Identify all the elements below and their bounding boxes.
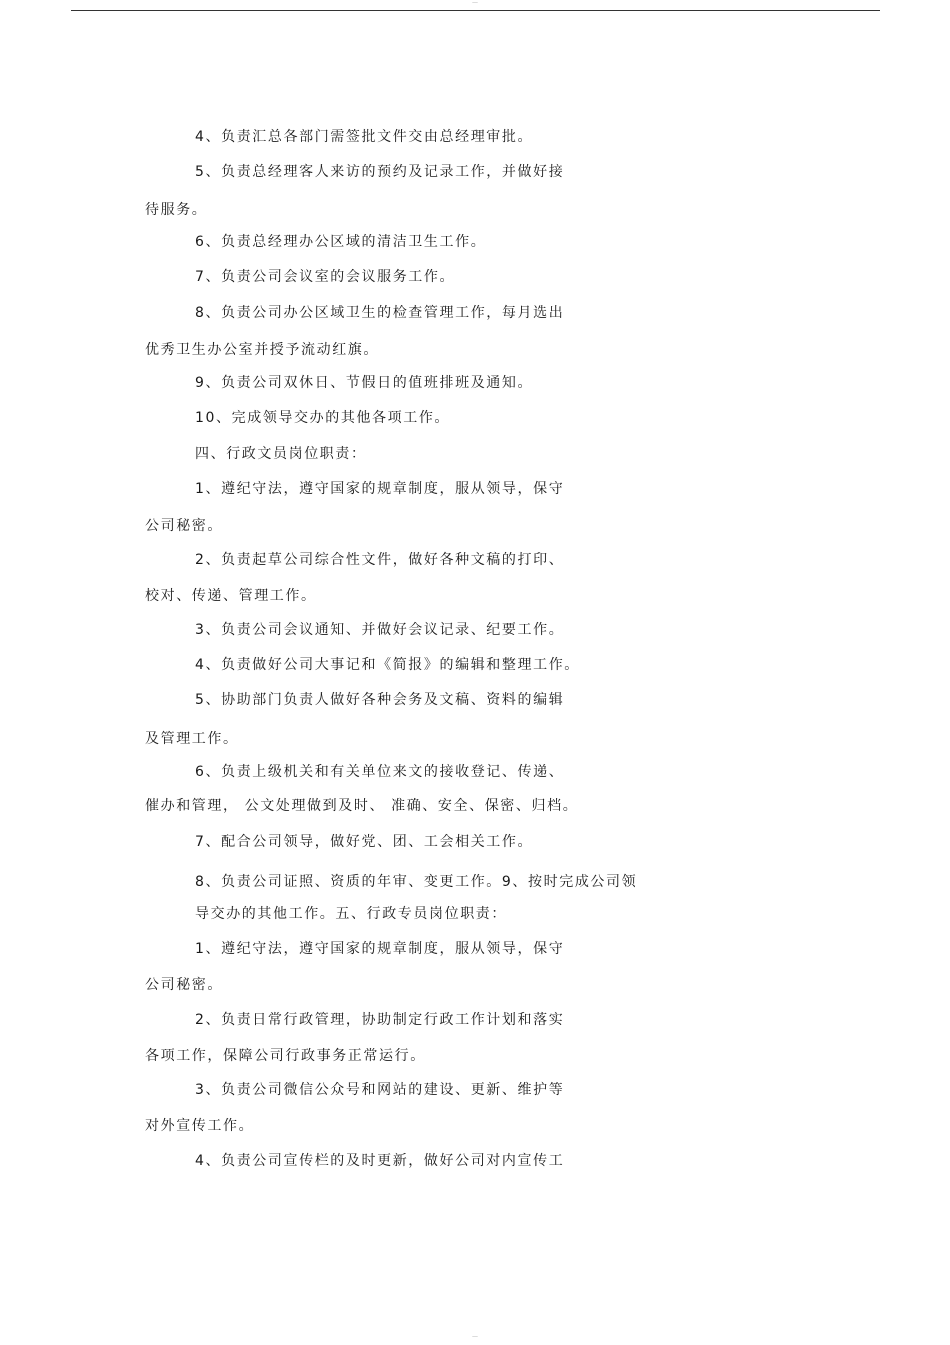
text-line: 校对、传递、管理工作。 (145, 588, 317, 604)
text-line: 5、协助部门负责人做好各种会务及文稿、资料的编辑 (195, 692, 565, 708)
text-line: 9、负责公司双休日、节假日的值班排班及通知。 (195, 375, 534, 391)
text-line: 公司秘密。 (145, 977, 223, 993)
text-line: 待服务。 (145, 202, 208, 218)
text-line: 4、负责公司宣传栏的及时更新，做好公司对内宣传工 (195, 1153, 565, 1169)
section-heading: 导交办的其他工作。五、行政专员岗位职责： (195, 906, 507, 922)
text-line: 1、遵纪守法，遵守国家的规章制度，服从领导，保守 (195, 481, 565, 497)
text-line: 4、负责做好公司大事记和《简报》的编辑和整理工作。 (195, 657, 580, 673)
text-line: 8、负责公司证照、资质的年审、变更工作。9、按时完成公司领 (195, 874, 638, 890)
text-line: 2、负责起草公司综合性文件，做好各种文稿的打印、 (195, 552, 565, 568)
header-mark: — (472, 0, 478, 6)
text-line: 10、完成领导交办的其他各项工作。 (195, 410, 451, 426)
text-line: 2、负责日常行政管理，协助制定行政工作计划和落实 (195, 1012, 565, 1028)
text-line: 8、负责公司办公区域卫生的检查管理工作，每月选出 (195, 305, 565, 321)
text-line: 4、负责汇总各部门需签批文件交由总经理审批。 (195, 129, 534, 145)
text-line: 优秀卫生办公室并授予流动红旗。 (145, 342, 379, 358)
section-heading: 四、行政文员岗位职责： (195, 446, 367, 462)
text-line: 对外宣传工作。 (145, 1118, 255, 1134)
footer-mark: — (472, 1333, 478, 1340)
header-rule (71, 10, 880, 11)
text-line: 3、负责公司微信公众号和网站的建设、更新、维护等 (195, 1082, 565, 1098)
text-line: 3、负责公司会议通知、并做好会议记录、纪要工作。 (195, 622, 565, 638)
text-line: 及管理工作。 (145, 731, 239, 747)
text-line: 公司秘密。 (145, 518, 223, 534)
text-line: 7、配合公司领导，做好党、团、工会相关工作。 (195, 834, 534, 850)
text-line: 7、负责公司会议室的会议服务工作。 (195, 269, 456, 285)
text-line: 催办和管理， 公文处理做到及时、 准确、安全、保密、归档。 (145, 798, 579, 814)
text-line: 1、遵纪守法，遵守国家的规章制度，服从领导，保守 (195, 941, 565, 957)
text-line: 各项工作，保障公司行政事务正常运行。 (145, 1048, 426, 1064)
text-line: 5、负责总经理客人来访的预约及记录工作，并做好接 (195, 164, 565, 180)
text-line: 6、负责上级机关和有关单位来文的接收登记、传递、 (195, 764, 565, 780)
text-line: 6、负责总经理办公区域的清洁卫生工作。 (195, 234, 487, 250)
